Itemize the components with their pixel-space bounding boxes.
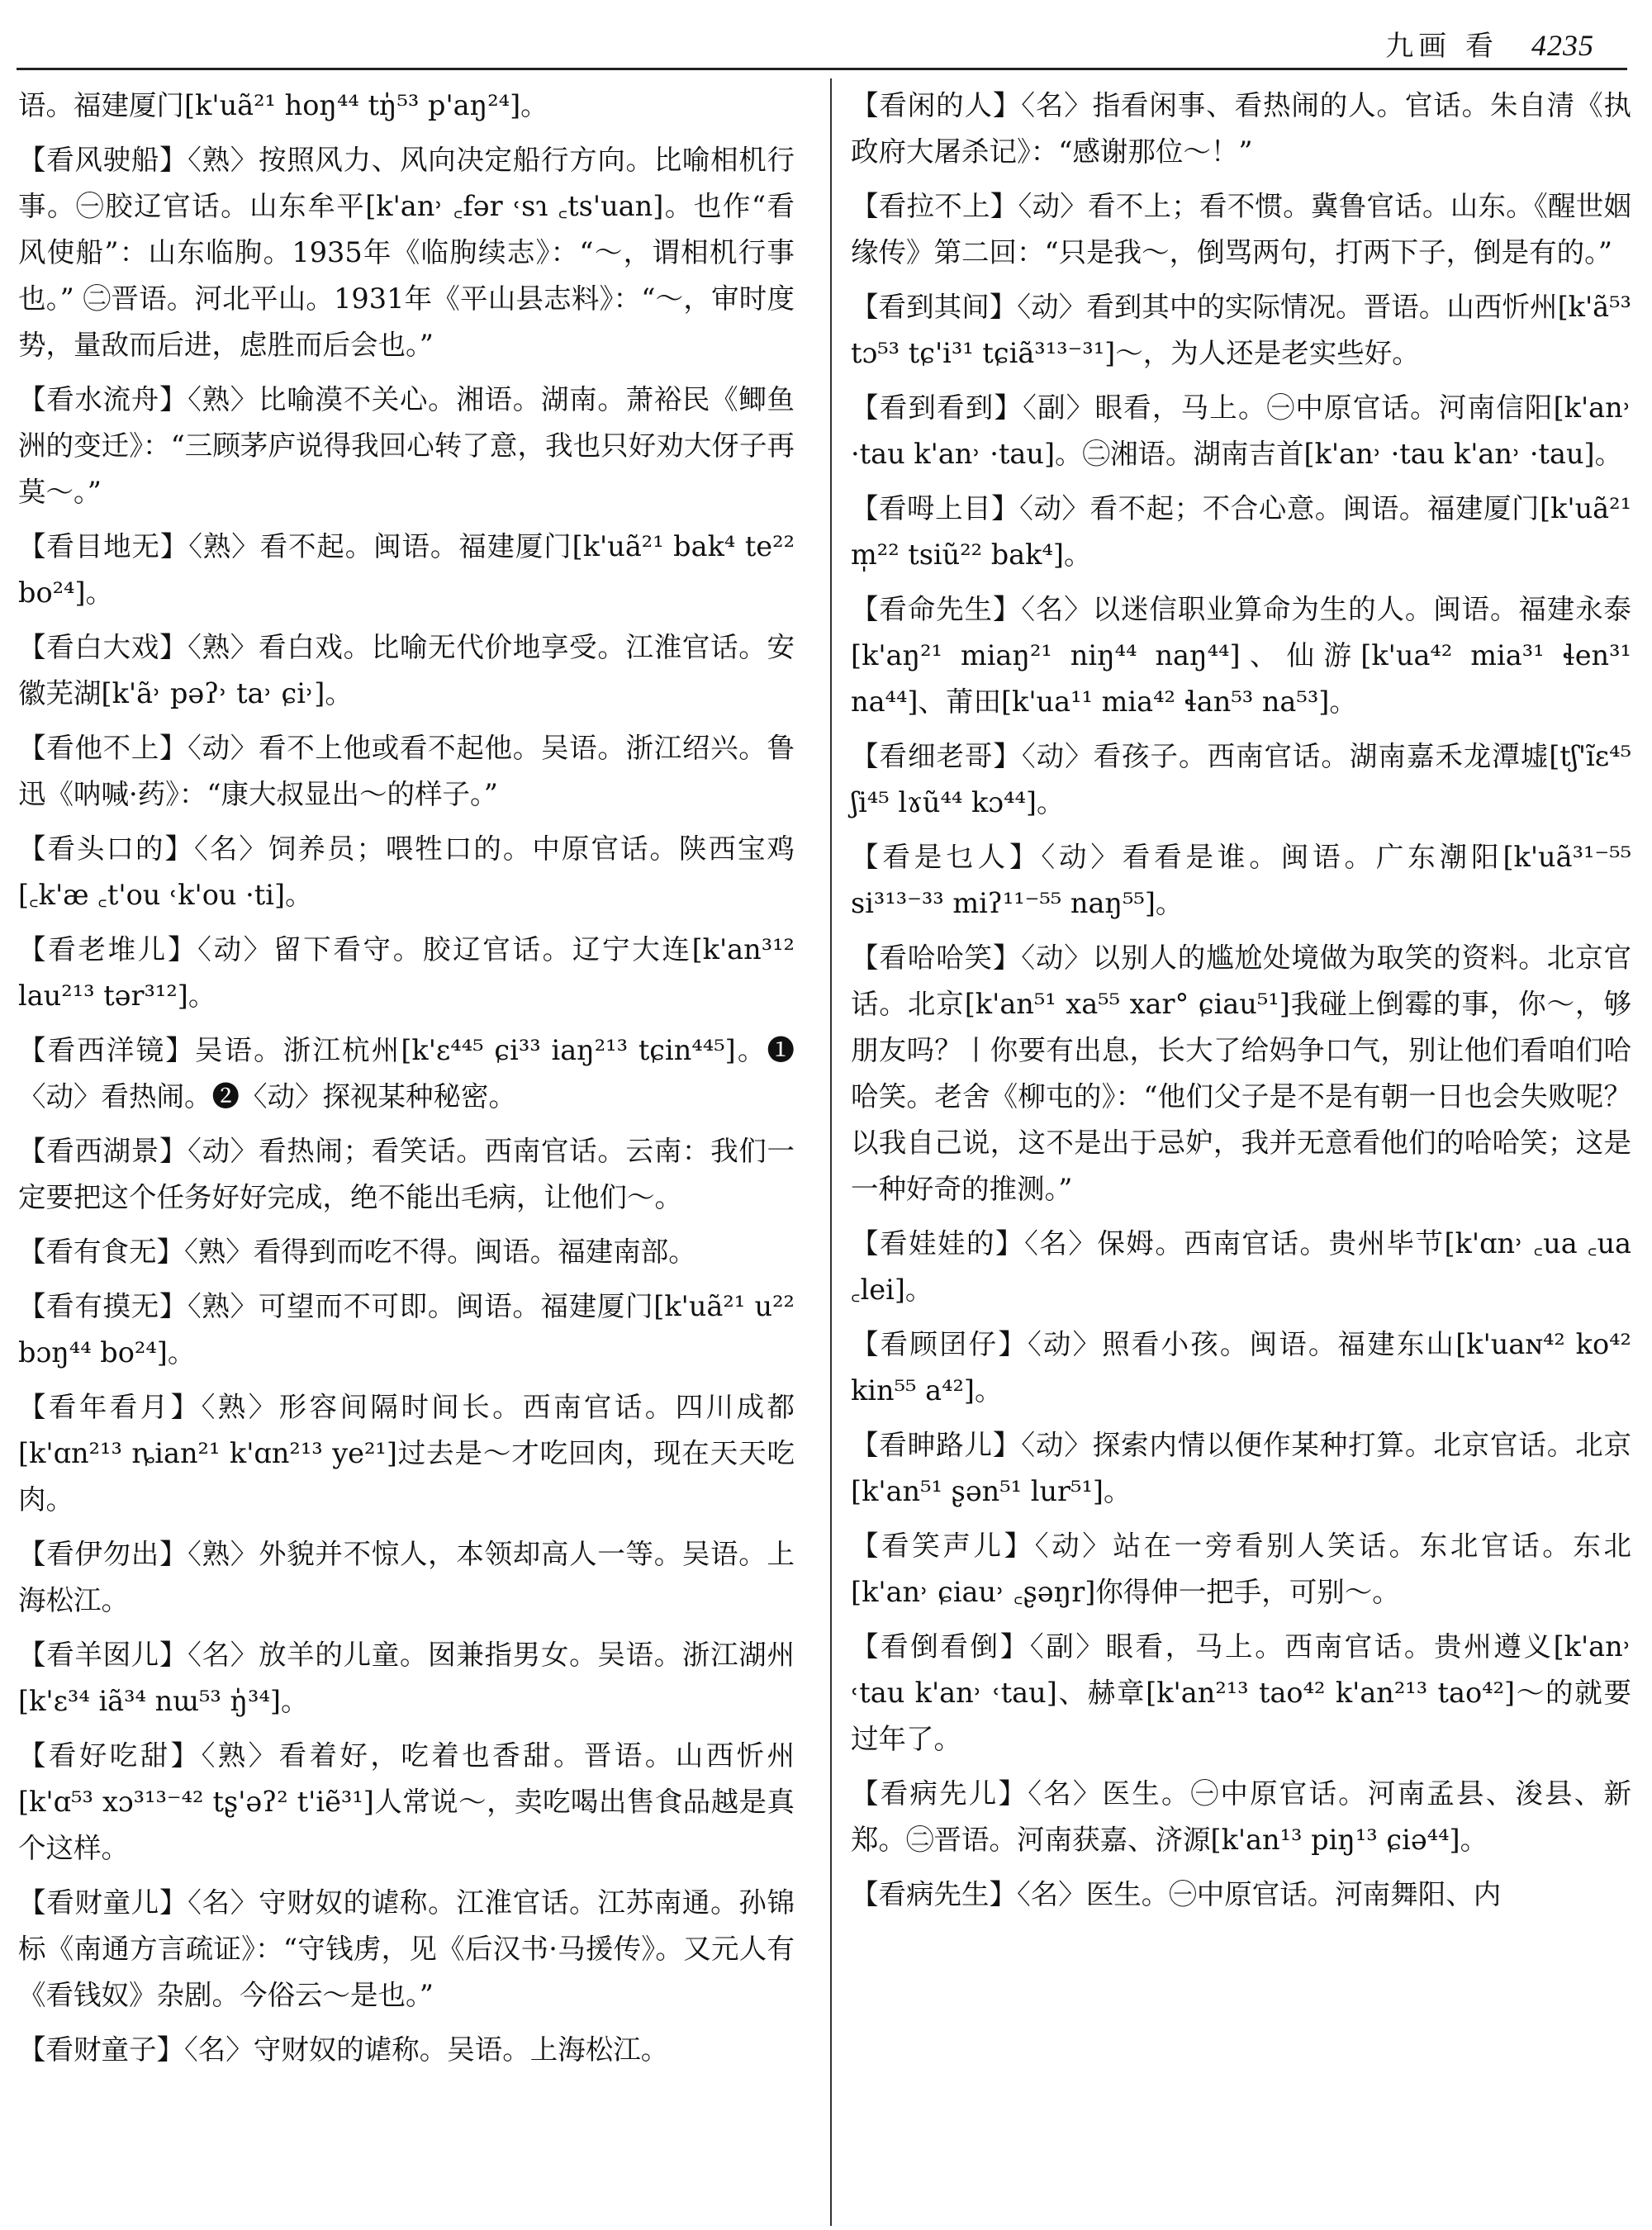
- dictionary-entry: 【看财童子】〈名〉守财奴的谑称。吴语。上海松江。: [18, 2033, 669, 2066]
- dictionary-entry: 【看眒路儿】〈动〉探索内情以便作某种打算。北京官话。北京[k'an⁵¹ ʂən⁵¹ lur⁵¹]。: [851, 1429, 1631, 1507]
- dictionary-entry: 【看有摸无】〈熟〉可望而不可即。闽语。福建厦门[k'uã²¹ u²² bɔŋ⁴⁴ bo²⁴]。: [18, 1290, 795, 1369]
- dictionary-entry: 【看顾囝仔】〈动〉照看小孩。闽语。福建东山[k'uaɴ⁴² ko⁴² kin⁵⁵ a⁴²]。: [851, 1328, 1631, 1407]
- dictionary-entry: 【看细老哥】〈动〉看孩子。西南官话。湖南嘉禾龙潭墟[tʃ'ĩɛ⁴⁵ ʃi⁴⁵ lɤũ⁴⁴ kɔ⁴⁴]。: [851, 740, 1631, 818]
- dictionary-entry: 【看风驶船】〈熟〉按照风力、风向决定船行方向。比喻相机行事。㊀胶辽官话。山东牟平[k'an˒ ꜀fər ˓sɿ ꜀ts'uan]。也作“看风使船”：山东临朐。1935年《临朐续志》：“～，谓相机行事也。” ㊁晋语。河北平山。1931年《平山县志料》：“～，审时度势，量敌而后进，虑胜而后会也。”: [18, 144, 795, 361]
- dictionary-entry: 【看病先生】〈名〉医生。㊀中原官话。河南舞阳、内: [851, 1878, 1502, 1910]
- dictionary-entry: 【看倒看倒】〈副〉眼看，马上。西南官话。贵州遵义[k'an˒ ˓tau k'an˒ ˓tau]、赫章[k'an²¹³ tao⁴² k'an²¹³ tao⁴²]～的就要过年了。: [851, 1630, 1631, 1755]
- dictionary-entry: 【看西洋镜】吴语。浙江杭州[k'ɛ⁴⁴⁵ ɕi³³ iaŋ²¹³ tɕin⁴⁴⁵]。❶〈动〉看热闹。❷〈动〉探视某种秘密。: [18, 1034, 795, 1113]
- right-column: [851, 83, 1631, 1926]
- dictionary-entry: 【看病先儿】〈名〉医生。㊀中原官话。河南孟县、浚县、新郑。㊁晋语。河南获嘉、济源[k'an¹³ piŋ¹³ ɕiə⁴⁴]。: [851, 1777, 1631, 1856]
- dictionary-entry: 【看拉不上】〈动〉看不上；看不惯。冀鲁官话。山东。《醒世姻缘传》第二回：“只是我～，倒骂两句，打两下子，倒是有的。”: [851, 190, 1631, 268]
- dictionary-entry: 【看他不上】〈动〉看不上他或看不起他。吴语。浙江绍兴。鲁迅《呐喊·药》：“康大叔显出～的样子。”: [18, 732, 795, 810]
- dictionary-entry: 【看娃娃的】〈名〉保姆。西南官话。贵州毕节[k'ɑn˒ ꜀ua ꜀ua ꜀lei]。: [851, 1227, 1631, 1306]
- dictionary-entry: 【看命先生】〈名〉以迷信职业算命为生的人。闽语。福建永泰[k'aŋ²¹ miaŋ²¹ niŋ⁴⁴ naŋ⁴⁴]、仙游[k'ua⁴² mia³¹ ɬen³¹ na⁴⁴]、莆田[k'ua¹¹ mia⁴² ɬan⁵³ na⁵³]。: [851, 593, 1631, 718]
- dictionary-entry: 【看伊勿出】〈熟〉外貌并不惊人，本领却高人一等。吴语。上海松江。: [18, 1538, 795, 1616]
- dictionary-entry: 【看水流舟】〈熟〉比喻漠不关心。湘语。湖南。萧裕民《鲫鱼洲的变迁》：“三顾茅庐说得我回心转了意，我也只好劝大伢子再莫～。”: [18, 383, 795, 508]
- dictionary-entry: 【看好吃甜】〈熟〉看着好，吃着也香甜。晋语。山西忻州[k'ɑ⁵³ xɔ³¹³⁻⁴² tʂ'əʔ² t'iẽ³¹]人常说～，卖吃喝出售食品越是真个这样。: [18, 1739, 795, 1864]
- dictionary-entry: 【看到其间】〈动〉看到其中的实际情况。晋语。山西忻州[k'ã⁵³ tɔ⁵³ tɕ'i³¹ tɕiã³¹³⁻³¹]～，为人还是老实些好。: [851, 291, 1631, 369]
- dictionary-entry: 【看有食无】〈熟〉看得到而吃不得。闽语。福建南部。: [18, 1236, 696, 1268]
- dictionary-entry: 【看西湖景】〈动〉看热闹；看笑话。西南官话。云南：我们一定要把这个任务好好完成，绝不能出毛病，让他们～。: [18, 1135, 795, 1213]
- column-divider: [830, 78, 832, 2226]
- left-column: [18, 83, 795, 2081]
- dictionary-entry: 【看头口的】〈名〉饲养员；喂牲口的。中原官话。陕西宝鸡[꜀k'æ ꜀t'ou ˓k'ou ·ti]。: [18, 833, 795, 911]
- header-rule: [17, 68, 1627, 70]
- dictionary-entry: 【看是乜人】〈动〉看看是谁。闽语。广东潮阳[k'uã³¹⁻⁵⁵ si³¹³⁻³³ miʔ¹¹⁻⁵⁵ naŋ⁵⁵]。: [851, 841, 1631, 919]
- dictionary-entry: 【看到看到】〈副〉眼看，马上。㊀中原官话。河南信阳[k'an˒ ·tau k'an˒ ·tau]。㊁湘语。湖南吉首[k'an˒ ·tau k'an˒ ·tau]。: [851, 391, 1631, 470]
- dictionary-entry: 【看哈哈笑】〈动〉以别人的尴尬处境做为取笑的资料。北京官话。北京[k'an⁵¹ xa⁵⁵ xar° ɕiau⁵¹]我碰上倒霉的事，你～，够朋友吗？丨你要有出息，长大了给妈争口气，别让他们看咱们哈哈笑。老舍《柳屯的》：“他们父子是不是有朝一日也会失败呢？以我自己说，这不是出于忌妒，我并无意看他们的哈哈笑；这是一种好奇的推测。”: [851, 942, 1631, 1205]
- dictionary-entry: 【看羊囡儿】〈名〉放羊的儿童。囡兼指男女。吴语。浙江湖州[k'ɛ³⁴ iã³⁴ nɯ⁵³ ŋ̍³⁴]。: [18, 1639, 795, 1717]
- dictionary-entry: 【看闲的人】〈名〉指看闲事、看热闹的人。官话。朱自清《执政府大屠杀记》：“感谢那位～！”: [851, 89, 1631, 168]
- header-title: 九画 看: [1385, 30, 1498, 63]
- dictionary-entry: 【看白大戏】〈熟〉看白戏。比喻无代价地享受。江淮官话。安徽芜湖[k'ã˒ pəʔ˒ ta˒ ɕi˒]。: [18, 631, 795, 709]
- dictionary-entry: 【看笑声儿】〈动〉站在一旁看别人笑话。东北官话。东北[k'an˒ ɕiau˒ ꜀ʂəŋr]你得伸一把手，可别～。: [851, 1530, 1631, 1608]
- dictionary-entry: 【看呣上目】〈动〉看不起；不合心意。闽语。福建厦门[k'uã²¹ m̩²² tsiũ²² bak⁴]。: [851, 492, 1631, 571]
- dictionary-entry: 【看财童儿】〈名〉守财奴的谑称。江淮官话。江苏南通。孙锦标《南通方言疏证》：“守钱虏，见《后汉书·马援传》。又元人有《看钱奴》杂剧。今俗云～是也。”: [18, 1886, 795, 2011]
- dictionary-entry: 语。福建厦门[k'uã²¹ hoŋ⁴⁴ tŋ̍⁵³ p'aŋ²⁴]。: [18, 89, 548, 121]
- dictionary-entry: 【看老堆儿】〈动〉留下看守。胶辽官话。辽宁大连[k'an³¹² lau²¹³ tər³¹²]。: [18, 933, 795, 1012]
- dictionary-entry: 【看目地无】〈熟〉看不起。闽语。福建厦门[k'uã²¹ bak⁴ te²² bo²⁴]。: [18, 530, 795, 609]
- dictionary-entry: 【看年看月】〈熟〉形容间隔时间长。西南官话。四川成都[k'ɑn²¹³ ȵian²¹ k'ɑn²¹³ ye²¹]过去是～才吃回肉，现在天天吃肉。: [18, 1391, 795, 1516]
- running-header: [1385, 23, 1594, 64]
- page-number: 4235: [1531, 29, 1594, 62]
